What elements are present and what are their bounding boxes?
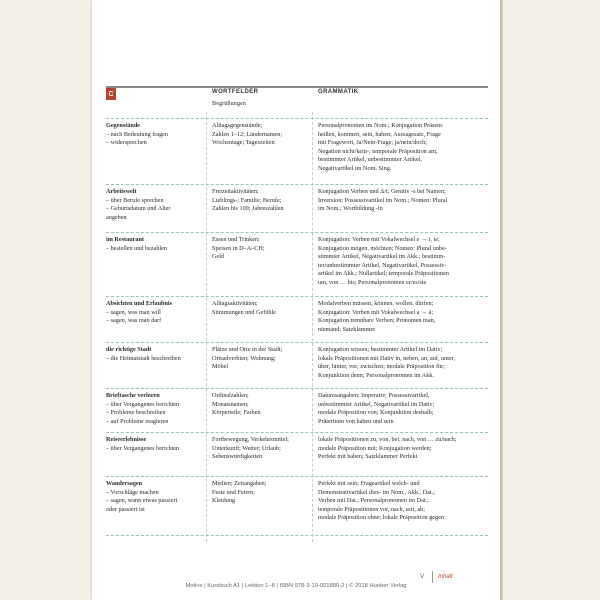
grammatik-line: niemand; Satzklammer [318,325,376,333]
subheading: Begrüßungen [212,100,246,107]
grammatik-line: Konjugation wissen; bestimmter Artikel im Dativ; [318,346,443,353]
wortfeld-line: Alltagsgegenstände; [212,122,263,129]
theme-sub: oder passiert ist [106,505,145,513]
wortfeld-line: Freizeitaktivitäten; [212,188,259,195]
theme-sub: – über Berufe sprechen [106,196,164,204]
wortfelder-cell [212,122,308,148]
grammatik-cell [318,122,488,174]
grammatik-line: Modalverben müssen, können, wollen, dürfen; [318,300,434,307]
grammatik-line: lokale Präpositionen mit Dativ in, neben, an, auf, unter, [318,354,456,362]
theme-sub: – widersprechen [106,139,147,147]
wortfeld-line: Ortsadverbien; Wohnung; [212,354,276,362]
grammatik-line: Perfekt mit sein; Fragеartikel welch- und [318,480,420,487]
column-header-wortfelder: WORTFELDER [212,89,259,95]
theme-title: im Restaurant [106,236,144,243]
grammatik-line: Verben mit Dat.; Personalpronomen im Dat.; [318,497,429,505]
page-edge [500,0,503,600]
grammatik-line: um, von … bis; Personalpronomen er/es/sie [318,278,427,286]
grammatik-line: Konjugation Verben und Δ/t; Genitiv -s bei Namen; [318,188,446,195]
wortfeld-line: Zahlen 1–12; Ländernamen; [212,130,283,138]
grammatik-line: modale Präposition von; Konjunktion deshalb; [318,409,434,417]
wortfeld-line: Speisen in D–A–CH; [212,244,265,252]
theme-sub: – sagen, wann etwas passiert [106,497,178,505]
wortfelder-cell [212,392,308,418]
grammatik-line: Konjugation: Verben mit Vokalwechsel a → ä; [318,308,434,316]
grammatik-line: unbestimmter Artikel, Negativartikel im Dativ; [318,400,435,408]
grammatik-line: lokale Präpositionen zu, von, bei, nach, von … zu/nach; [318,436,457,443]
grammatik-line: modale Präposition mit; Konjugation werden; [318,444,432,452]
theme-title: Reiseerlebnisse [106,436,147,443]
section-label: Inhalt [438,574,453,580]
grammatik-line: Präteritum von haben und sein [318,417,394,425]
grammatik-cell [318,346,488,380]
theme-sub: – auf Probleme reagieren [106,417,169,425]
section-badge: C [106,88,116,100]
wortfeld-line: Alltagsaktivitäten; [212,300,258,307]
wortfelder-cell [212,480,308,506]
grammatik-line: mit Fragewort, Ja/Nein-Frage; ja/nein/doch; [318,139,427,147]
wortfeld-line: Körperteile; Farben [212,409,261,417]
grammatik-line: Inversion; Possessivartikel im Nom.; Nomen: Plural [318,196,448,204]
grammatik-cell [318,188,488,214]
wortfelder-cell [212,300,308,317]
theme-cell [106,480,202,514]
grammatik-line: Negativartikel im Nom. Sing. [318,164,392,172]
theme-cell [106,392,202,426]
table-row [106,184,488,227]
grammatik-line: Konjunktion denn; Personalpronomen im Akk. [318,371,435,379]
grammatik-line: Datumsangaben; Imperativ; Possessivartikel, [318,392,430,399]
page-number: V [420,574,425,580]
grammatik-line: Demonstrativartikel dies- im Nom., Akk., Dat.; [318,488,435,496]
theme-sub: – über Vergangenes berichten [106,400,180,408]
grammatik-line: temporale Präpositionen vor, nach, seit, ab; [318,505,425,513]
grammatik-line: artikel im Akk.; Nullartikel; temporale Präpositionen [318,270,449,278]
theme-sub: – Probleme beschreiben [106,409,166,417]
grammatik-line: Konjugation trennbare Verben; Pronomen man, [318,317,436,325]
table-row [106,296,488,337]
wortfeld-line: Ordinalzahlen; [212,392,249,399]
grammatik-line: Personalpronomen im Nom.; Konjugation Präsens [318,122,443,129]
grammatik-line: Konjugation: Verben mit Vokalwechsel e → i, ie; [318,236,440,243]
wortfeld-line: Essen und Trinken; [212,236,260,243]
wortfeld-line: Geld [212,253,225,261]
grammatik-line: über, hinter, vor, zwischen; modale Präposition für; [318,363,445,371]
theme-title: Wandersagen [106,480,143,487]
column-header-grammatik: GRAMMATIK [318,89,359,95]
table-row [106,388,488,429]
theme-cell [106,236,202,253]
grammatik-line: im Nom.; Wortbildung -in [318,205,383,213]
wortfeld-line: Feste und Feiern; [212,488,255,496]
grammatik-line: modale Präposition ohne; lokale Präposition gegen [318,514,444,522]
theme-title: Brieftasche verloren [106,392,160,399]
wortfelder-cell [212,236,308,262]
theme-cell [106,188,202,222]
wortfeld-line: Plätze und Orte in der Stadt; [212,346,283,353]
theme-sub: – nach Bedeutung fragen [106,130,169,138]
wortfelder-cell [212,346,308,372]
grammatik-line: Negation nicht/kein-; temporale Präposition am; [318,147,438,155]
wortfeld-line: Stimmungen und Gefühle [212,308,276,316]
grammatik-cell [318,480,488,523]
grammatik-line: Perfekt mit haben; Satzklammer Perfekt [318,453,418,461]
theme-sub: – Geburtsdatum und Alter [106,205,171,213]
table-row [106,476,488,536]
imprint-line: Motive | Kursbuch A1 | Lektion 1–8 | ISBN 978-3-19-001880-2 | © 2018 Hueber Verlag [185,583,407,589]
theme-sub: – bestellen und bezahlen [106,244,167,252]
theme-sub: – sagen, was man darf [106,317,162,325]
table-header [106,86,488,100]
grammatik-cell [318,436,488,462]
wortfeld-line: Monatsnamen; [212,400,249,408]
grammatik-cell [318,392,488,426]
theme-sub: angeben [106,213,127,221]
wortfeld-line: Wochentage; Tageszeiten [212,139,275,147]
table-row [106,342,488,383]
theme-cell [106,346,202,363]
table-row [106,432,488,471]
theme-cell [106,436,202,453]
document-page [92,0,500,600]
wortfelder-cell [212,436,308,462]
grammatik-line: ter/unbestimmter Artikel, Negativartikel, Possessiv- [318,261,447,269]
theme-sub: – sagen, was man will [106,308,161,316]
table-row [106,118,488,181]
theme-cell [106,300,202,326]
theme-sub: – Vorschläge machen [106,488,159,496]
wortfeld-line: Fortbewegung, Verkehrsmittel; [212,436,289,443]
theme-cell [106,122,202,148]
grammatik-line: Konjugation mögen, möchten; Nomen: Plural unbe- [318,244,447,252]
theme-title: die richtige Stadt [106,346,152,353]
grammatik-line: stimmter Artikel, Negativartikel im Akk.; bestimm- [318,253,446,261]
wortfeld-line: Kleidung [212,497,236,505]
grammatik-cell [318,300,488,334]
theme-sub: – über Vergangenes berichten [106,444,180,452]
theme-title: Absichten und Erlaubnis [106,300,173,307]
table-row [106,232,488,293]
wortfelder-cell [212,188,308,214]
wortfeld-line: Sehenswürdigkeiten [212,453,263,461]
wortfeld-line: Zahlen bis 100; Jahreszahlen [212,205,284,213]
grammatik-line: bestimmter Artikel, unbestimmter Artikel, [318,156,422,164]
theme-sub: – die Heimatstadt beschreiben [106,354,181,362]
wortfeld-line: Unterkunft; Wetter; Urlaub; [212,444,281,452]
theme-title: Arbeitswelt [106,188,137,195]
grammatik-cell [318,236,488,288]
grammatik-line: heißen, kommen, sein, haben; Aussagesatz, Frage [318,130,441,138]
wortfeld-line: Medien; Zeitangaben; [212,480,267,487]
footer-divider [432,571,433,583]
wortfeld-line: Möbel [212,363,229,371]
theme-title: Gegenstände [106,122,141,129]
wortfeld-line: Lieblings-; Familie; Berufe; [212,196,282,204]
